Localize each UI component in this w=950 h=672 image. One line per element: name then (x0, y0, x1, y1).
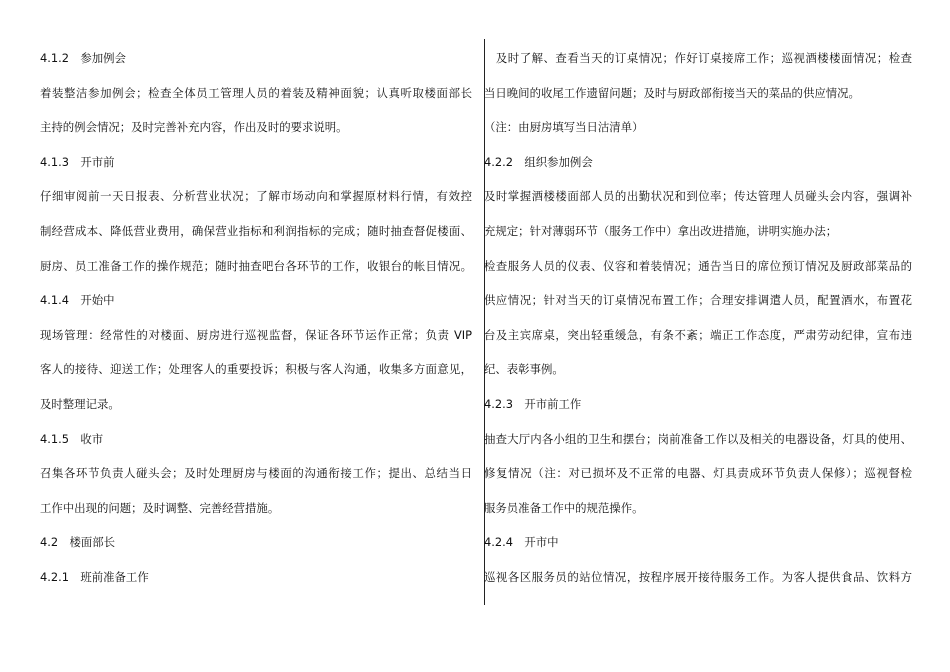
body-text-line: 台及主宾席桌，突出轻重缓急，有条不紊；端正工作态度，严肃劳动纪律，宣布违 (484, 327, 912, 342)
body-text-line: 召集各环节负责人碰头会；及时处理厨房与楼面的沟通衔接工作；提出、总结当日 (40, 466, 472, 481)
body-text-line: 主持的例会情况；及时完善补充内容，作出及时的要求说明。 (40, 120, 348, 135)
body-text-line: 当日晚间的收尾工作遗留问题；及时与厨政部衔接当天的菜品的供应情况。 (484, 85, 860, 100)
section-heading: 4.1.2 参加例会 (40, 51, 126, 65)
body-text-line: 检查服务人员的仪表、仪容和着装情况；通告当日的席位预订情况及厨政部菜品的 (484, 258, 912, 273)
body-text-line: 服务员准备工作中的规范操作。 (484, 500, 644, 515)
body-text-line: 供应情况；针对当天的订桌情况布置工作；合理安排调遣人员，配置酒水，布置花 (484, 293, 912, 308)
section-heading: 4.1.5 收市 (40, 431, 104, 446)
body-text-line: 及时整理记录。 (40, 397, 120, 411)
body-text-line: 厨房、员工准备工作的操作规范；随时抽查吧台各环节的工作，收银台的帐目情况。 (40, 258, 472, 273)
section-heading: 4.2.2 组织参加例会 (484, 154, 593, 169)
body-text-line: 工作中出现的问题；及时调整、完善经营措施。 (40, 500, 280, 515)
body-text-line: 抽查大厅内各小组的卫生和摆台；岗前准备工作以及相关的电器设备，灯具的使用、 (484, 431, 912, 446)
section-heading: 4.1.4 开始中 (40, 293, 115, 308)
body-text-line: 及时掌握酒楼楼面部人员的出勤状况和到位率；传达管理人员碰头会内容，强调补 (484, 189, 912, 204)
section-heading: 4.2.4 开市中 (484, 535, 559, 550)
body-text-line: 修复情况（注：对已损坏及不正常的电器、灯具责成环节负责人保修）；巡视督检 (484, 466, 912, 481)
body-text-line: 充规定；针对薄弱环节（服务工作中）拿出改进措施，讲明实施办法； (484, 224, 838, 238)
body-text-line: 制经营成本、降低营业费用，确保营业指标和利润指标的完成；随时抽查督促楼面、 (40, 224, 472, 238)
body-text-line: 巡视各区服务员的站位情况，按程序展开接待服务工作。为客人提供食品、饮料方 (484, 570, 912, 584)
body-text-line: 现场管理：经常性的对楼面、厨房进行巡视监督，保证各环节运作正常；负责 VIP (40, 327, 472, 342)
body-text-line: 及时了解、查看当天的订桌情况；作好订桌接席工作；巡视酒楼楼面情况；检查 (484, 51, 912, 65)
body-text-line: 着装整洁参加例会；检查全体员工管理人员的着装及精神面貌；认真听取楼面部长 (40, 85, 472, 100)
body-text-line: 客人的接待、迎送工作；处理客人的重要投诉；积极与客人沟通，收集多方面意见， (40, 362, 472, 377)
body-text-line: （注：由厨房填写当日沽清单） (484, 120, 644, 135)
body-text-line: 纪、表彰事例。 (484, 362, 564, 377)
section-heading: 4.1.3 开市前 (40, 154, 115, 169)
body-text-line: 仔细审阅前一天日报表、分析营业状况；了解市场动向和掌握原材料行情，有效控 (40, 189, 472, 204)
section-heading: 4.2 楼面部长 (40, 535, 116, 550)
section-heading: 4.2.1 班前准备工作 (40, 570, 149, 584)
section-heading: 4.2.3 开市前工作 (484, 397, 582, 411)
